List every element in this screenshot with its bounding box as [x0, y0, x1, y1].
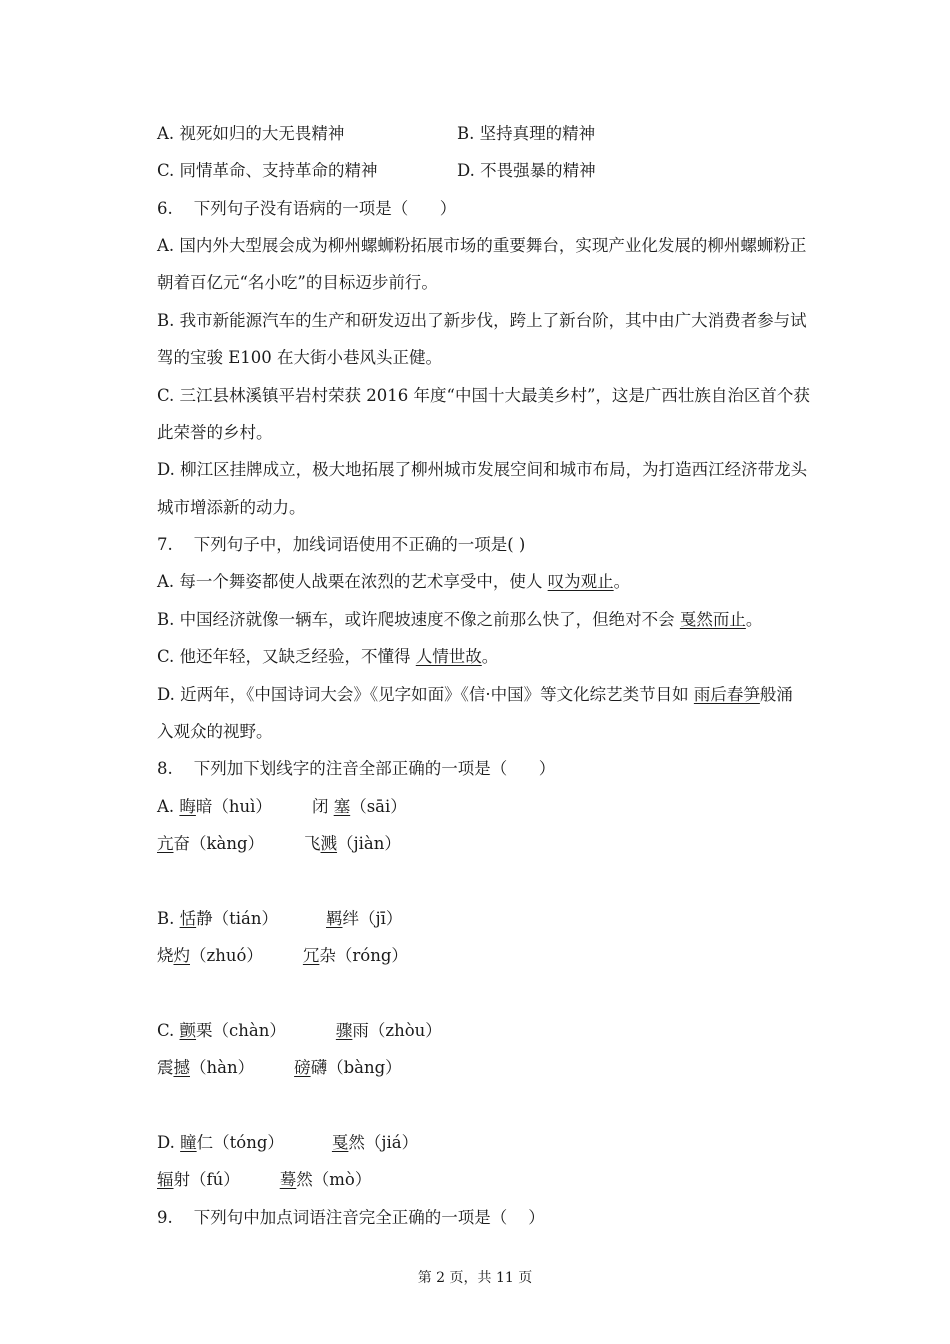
q7-b-text: B. 中国经济就像一辆车，或许爬坡速度不像之前那么快了，但绝对不会 — [157, 610, 680, 629]
q8-c-w1-char: 颤 — [179, 1021, 197, 1040]
q7-option-a — [157, 571, 630, 593]
q8-d-w2-char: 戛 — [331, 1133, 349, 1152]
q8-c-w1-rest: 栗（chàn） — [196, 1021, 286, 1040]
q7-b-end: 。 — [745, 610, 763, 629]
q8-b-w4-char: 冗 — [302, 946, 320, 965]
q8-b-w4-rest: 杂（róng） — [319, 946, 408, 965]
q7-c-end: 。 — [481, 647, 499, 666]
q7-c-underlined: 人情世故 — [415, 647, 482, 666]
q7-d-end: 般涌 — [759, 685, 793, 704]
q8-a-w1-rest: 暗（huì） — [195, 797, 272, 816]
q8-option-b-line1 — [157, 908, 402, 930]
q5-option-b: B. 坚持真理的精神 — [457, 124, 596, 143]
q8-option-d-line2 — [157, 1169, 371, 1191]
q8-a-w2-pre: 闭 — [311, 797, 334, 816]
q6-option-b-line1: B. 我市新能源汽车的生产和研发迈出了新步伐，跨上了新台阶，其中由广大消费者参与试 — [157, 311, 807, 330]
q8-option-a-line2 — [157, 833, 401, 855]
q8-d-w3-char: 辐 — [157, 1170, 174, 1189]
q6-option-a-line1: A. 国内外大型展会成为柳州螺蛳粉拓展市场的重要舞台，实现产业化发展的柳州螺蛳粉正 — [157, 236, 807, 255]
q8-d-w4-char: 蓦 — [279, 1170, 297, 1189]
q7-stem: 7. 下列句子中，加线词语使用不正确的一项是( ) — [157, 535, 526, 554]
q7-a-end: 。 — [613, 572, 631, 591]
q8-b-w1-char: 恬 — [179, 909, 197, 928]
q8-b-w3-pre: 烧 — [157, 946, 174, 965]
q6-option-c-line2: 此荣誉的乡村。 — [157, 423, 273, 442]
q8-stem: 8. 下列加下划线字的注音全部正确的一项是（ ） — [157, 759, 556, 778]
q7-option-c — [157, 646, 498, 668]
q8-a-w3-rest: 奋（kàng） — [173, 834, 265, 853]
q8-b-w2-rest: 绊（jī） — [342, 909, 403, 928]
q8-d-label: D. — [157, 1133, 181, 1152]
q8-a-w2-rest: （sāi） — [350, 797, 407, 816]
q8-a-w4-pre: 飞 — [304, 834, 321, 853]
q8-b-label: B. — [157, 909, 180, 928]
q8-d-w1-rest: 仁（tóng） — [196, 1133, 284, 1152]
q8-option-d-line1 — [157, 1132, 418, 1154]
q8-option-b-line2 — [157, 945, 408, 967]
q8-c-w3-char: 撼 — [173, 1058, 190, 1077]
q7-c-text: C. 他还年轻，又缺乏经验，不懂得 — [157, 647, 416, 666]
q6-stem: 6. 下列句子没有语病的一项是（ ） — [157, 199, 457, 218]
q9-stem: 9. 下列句中加点词语注音完全正确的一项是（ ） — [157, 1208, 545, 1227]
q7-option-d — [157, 684, 793, 706]
q5-option-a: A. 视死如归的大无畏精神 — [157, 124, 345, 143]
q5-option-d: D. 不畏强暴的精神 — [457, 161, 596, 180]
q5-option-c: C. 同情革命、支持革命的精神 — [157, 161, 378, 180]
q7-a-underlined: 叹为观止 — [547, 572, 614, 591]
q8-option-a-line1 — [157, 796, 407, 818]
q8-a-w4-char: 溅 — [320, 834, 338, 853]
q6-option-d-line2: 城市增添新的动力。 — [157, 498, 306, 517]
q6-option-a-line2: 朝着百亿元“名小吃”的目标迈步前行。 — [157, 273, 438, 292]
q8-c-w4-char: 磅 — [294, 1058, 311, 1077]
q8-option-c-line1 — [157, 1020, 442, 1042]
q8-a-w2-char: 塞 — [333, 797, 351, 816]
q6-option-c-line1: C. 三江县林溪镇平岩村荣获 2016 年度“中国十大最美乡村”，这是广西壮族自治区首个获 — [157, 386, 810, 405]
q7-b-underlined: 戛然而止 — [679, 610, 746, 629]
q8-b-w3-rest: （zhuó） — [190, 946, 263, 965]
q8-d-w4-rest: 然（mò） — [296, 1170, 372, 1189]
q8-c-w3-pre: 震 — [157, 1058, 174, 1077]
q7-d-underlined: 雨后春笋 — [693, 685, 760, 704]
q8-a-w1-char: 晦 — [179, 797, 196, 816]
q8-b-w2-char: 羁 — [326, 909, 343, 928]
q8-c-w4-rest: 礴（bàng） — [310, 1058, 402, 1077]
q7-option-d-line2: 入观众的视野。 — [157, 722, 273, 741]
q8-option-c-line2 — [157, 1057, 402, 1079]
q8-c-label: C. — [157, 1021, 180, 1040]
q8-a-w4-rest: （jiàn） — [337, 834, 401, 853]
q8-c-w2-char: 骤 — [335, 1021, 353, 1040]
q8-d-w3-rest: 射（fú） — [173, 1170, 240, 1189]
q8-a-w3-char: 亢 — [157, 834, 174, 853]
q8-c-w3-rest: （hàn） — [190, 1058, 255, 1077]
q8-b-w1-rest: 静（tián） — [196, 909, 278, 928]
q7-option-b — [157, 609, 762, 631]
q8-d-w1-char: 瞳 — [180, 1133, 197, 1152]
q6-option-d-line1: D. 柳江区挂牌成立，极大地拓展了柳州城市发展空间和城市布局，为打造西江经济带龙头 — [157, 460, 808, 479]
q8-d-w2-rest: 然（jiá） — [348, 1133, 419, 1152]
q8-a-label: A. — [157, 797, 180, 816]
q7-a-text: A. 每一个舞姿都使人战栗在浓烈的艺术享受中，使人 — [157, 572, 548, 591]
q7-d-text: D. 近两年，《中国诗词大会》《见字如面》《信·中国》等文化综艺类节目如 — [157, 685, 694, 704]
q6-option-b-line2: 驾的宝骏 E100 在大街小巷风头正健。 — [157, 348, 443, 367]
q8-c-w2-rest: 雨（zhòu） — [352, 1021, 442, 1040]
page-footer: 第 2 页，共 11 页 — [417, 1270, 533, 1286]
q8-b-w3-char: 灼 — [173, 946, 190, 965]
